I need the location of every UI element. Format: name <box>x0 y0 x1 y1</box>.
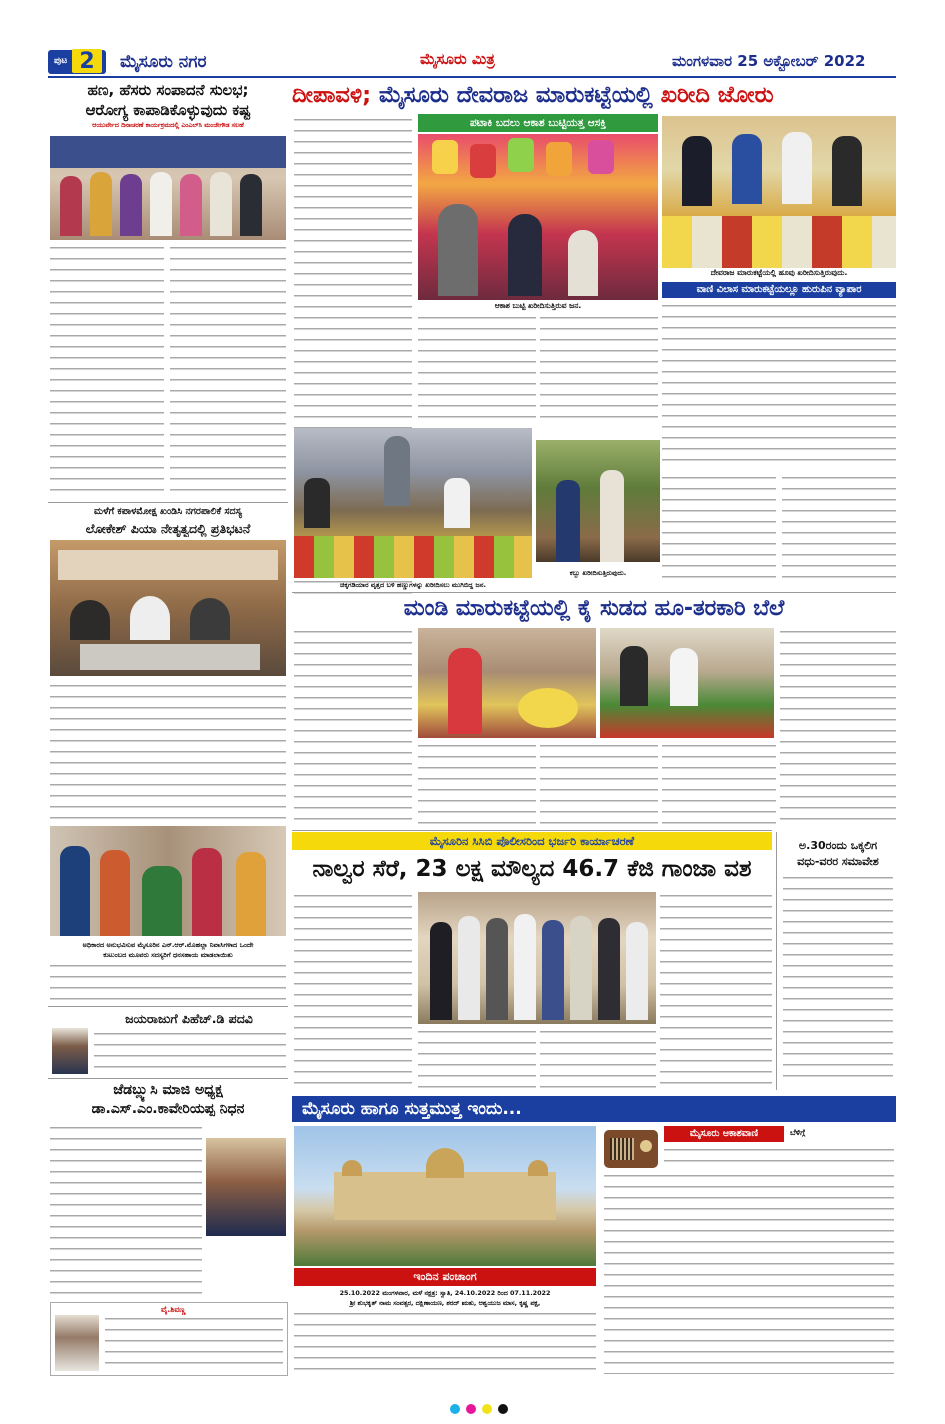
story-mandi-body-col2 <box>418 742 536 826</box>
page-number-badge <box>48 50 106 74</box>
story-deepavali-body-side <box>662 302 896 470</box>
sky-lantern-photo <box>418 134 658 300</box>
story-protest-body <box>50 682 286 822</box>
panchanga-line-2: ಶ್ರೀ ಶುಭಕೃತ್ ನಾಮ ಸಂವತ್ಸರ, ದಕ್ಷಿಣಾಯಣ, ಶರದ್ ಋತು, ಆಶ್ವಯುಜ ಮಾಸ, ಕೃಷ್ಣ ಪಕ್ಷ, <box>349 1299 541 1307</box>
story-obit-headline-2: ಡಾ.ಎಸ್.ಎಂ.ಕಾವೇರಿಯಪ್ಪ ನಿಧನ <box>91 1101 245 1117</box>
headline-part-shopping: ಖರೀದಿ ಜೋರು <box>660 82 774 108</box>
story-ganja-headline: ನಾಲ್ವರ ಸೆರೆ, 23 ಲಕ್ಷ ಮೌಲ್ಯದ 46.7 ಕೆಜಿ ಗಾಂಜಾ ವಶ <box>312 856 752 882</box>
page-number: 2 <box>72 49 102 73</box>
radio-body <box>604 1172 894 1374</box>
story-mandi-body-col3 <box>540 742 658 826</box>
story-mandi-headline: ಮಂಡಿ ಮಾರುಕಟ್ಟೆಯಲ್ಲಿ ಕೈ ಸುಡದ ಹೂ-ತರಕಾರಿ ಬೆಲೆ <box>403 596 785 621</box>
story-protest-headline-2: ಲೋಕೇಶ್ ಪಿಯಾ ನೇತೃತ್ವದಲ್ಲಿ ಪ್ರತಿಭಟನೆ <box>85 521 251 536</box>
story-ganja-body-col4 <box>660 892 772 1088</box>
story-marriage-body <box>783 874 893 1084</box>
kaveriyappa-photo <box>206 1138 286 1236</box>
headline-part-market: ಮೈಸೂರು ದೇವರಾಜ ಮಾರುಕಟ್ಟೆಯಲ್ಲಿ <box>378 82 661 108</box>
fruit-market-caption: ಚಿಕ್ಕಗಡಿಯಾರ ವೃತ್ತದ ಬಳಿ ಹಣ್ಣುಗಳನ್ನು ಖರೀದಿಸಲು ಮುಗಿಬಿದ್ದ ಜನ. <box>339 581 487 589</box>
radio-body-top <box>664 1146 894 1170</box>
story-mandi-body-col4 <box>662 742 776 826</box>
panchanga-title: ಇಂದಿನ ಪಂಚಾಂಗ <box>294 1268 596 1286</box>
story-money-headline-1: ಹಣ, ಹೆಸರು ಸಂಪಾದನೆ ಸುಲಭ; <box>87 81 249 99</box>
obit-small-body <box>105 1315 283 1373</box>
story-money-headline-2: ಆರೋಗ್ಯ ಕಾಪಾಡಿಕೊಳ್ಳುವುದು ಕಷ್ಟ <box>85 101 251 119</box>
divider <box>48 502 288 503</box>
donation-caption-2: ಕುಟುಂಬದ ಮೂವರು ಸದಸ್ಯರಿಗೆ ಧನಸಹಾಯ ಮಾಡಲಾಯಿತು <box>103 951 233 959</box>
vegetable-vendor-photo <box>600 628 774 738</box>
divider <box>292 830 772 831</box>
paper-name: ಮೈಸೂರು ಮಿತ್ರ <box>420 50 495 68</box>
story-obit-body <box>50 1124 202 1300</box>
fruit-market-photo <box>294 428 532 578</box>
story-deepavali-subhead-side: ವಾಣಿ ವಿಲಾಸ ಮಾರುಕಟ್ಟೆಯಲ್ಲೂ ಹುರುಪಿನ ವ್ಯಾಪಾರ <box>662 282 896 298</box>
masthead-rule <box>48 76 896 78</box>
donation-caption-1: ಅಧಿಕಾರದ ಅನುಭವಿಸುವ ಮೈಸೂರಿನ ಎನ್.ಆರ್.ಮೊಹಲ್ಲಾ ನಿವಾಸಿಗಳಾದ ಒಂದೇ <box>82 941 254 949</box>
sky-lantern-caption: ಆಕಾಶ ಬುಟ್ಟಿ ಖರೀದಿಸುತ್ತಿರುವ ಜನ. <box>494 301 582 310</box>
story-money-subhead: ಆಯುರ್ವೇದ ದಿನಾಚರಣೆ ಕಾರ್ಯಕ್ರಮದಲ್ಲಿ ಎಂಎಲ್‌ಸಿ ಮಂಜೇಗೌಡ ಸಲಹೆ <box>92 121 244 129</box>
ccb-police-photo <box>418 892 656 1024</box>
divider <box>48 1006 288 1007</box>
flower-market-photo <box>662 116 896 268</box>
obit-small-name: ವೈ.ಶಿವಣ್ಣ <box>161 1305 186 1314</box>
ayurveda-event-photo <box>50 136 286 240</box>
story-ganja-body-col1 <box>294 892 412 1088</box>
sugarcane-photo <box>536 440 660 562</box>
mysore-palace-photo <box>294 1126 596 1266</box>
story-deepavali-body-side-2 <box>662 474 776 586</box>
story-deepavali-headline <box>292 80 896 110</box>
story-marriage-headline-1: ಅ.30ರಂದು ಒಕ್ಕಲಿಗ <box>798 839 878 852</box>
story-obit-headline-1: ಜೆಡಬ್ಲ್ಯುಸಿ ಮಾಜಿ ಅಧ್ಯಕ್ಷ <box>113 1082 223 1098</box>
story-phd-headline: ಜಯರಾಜುಗೆ ಪಿಹೆಚ್.ಡಿ ಪದವಿ <box>125 1011 253 1026</box>
section-title: ಮೈಸೂರು ನಗರ <box>120 52 207 72</box>
registration-mark <box>466 1404 476 1414</box>
flower-market-caption: ದೇವರಾಜ ಮಾರುಕಟ್ಟೆಯಲ್ಲಿ ಹೂವು ಖರೀದಿಸುತ್ತಿರುವುದು. <box>710 268 848 277</box>
story-phd-body <box>94 1030 286 1074</box>
divider <box>48 1078 288 1079</box>
story-money-body-left <box>50 244 164 498</box>
shivanna-photo <box>55 1315 99 1371</box>
story-deepavali-subhead: ಪಟಾಕಿ ಬದಲು ಆಕಾಶ ಬುಟ್ಟಿಯತ್ತ ಆಸಕ್ತಿ <box>418 114 658 132</box>
story-deepavali-body-side-3 <box>782 474 896 586</box>
story-ganja-body-col2 <box>418 1028 536 1088</box>
today-banner: ಮೈಸೂರು ಹಾಗೂ ಸುತ್ತಮುತ್ತ ಇಂದು... <box>292 1096 896 1122</box>
donation-caption-more <box>50 962 286 1002</box>
issue-date: ಮಂಗಳವಾರ 25 ಅಕ್ಟೋಬರ್ 2022 <box>672 52 866 70</box>
story-protest-headline-1: ಮಳೆಗೆ ಕಪಾಳಮೋಕ್ಷ ಖಂಡಿಸಿ ನಗರಪಾಲಿಕೆ ಸದಸ್ಯ <box>94 506 242 517</box>
story-deepavali-body-col3 <box>540 314 658 426</box>
registration-mark <box>450 1404 460 1414</box>
story-mandi-body-col5 <box>780 628 896 826</box>
story-money-body-right <box>170 244 286 498</box>
story-mandi-body-col1 <box>294 628 412 826</box>
sugarcane-caption: ಕಬ್ಬು ಖರೀದಿಸುತ್ತಿರುವುದು. <box>569 569 627 577</box>
radio-box <box>600 1126 896 1376</box>
story-deepavali-body-col2 <box>418 314 536 426</box>
headline-part-deepavali: ದೀಪಾವಳಿ; <box>292 82 379 108</box>
panchanga-body <box>294 1310 596 1376</box>
registration-mark <box>482 1404 492 1414</box>
story-ganja-kicker: ಮೈಸೂರಿನ ಸಿಸಿಬಿ ಪೊಲೀಸರಿಂದ ಭರ್ಜರಿ ಕಾರ್ಯಾಚರಣೆ <box>292 832 772 850</box>
radio-title: ಮೈಸೂರು ಆಕಾಶವಾಣಿ <box>664 1126 784 1142</box>
story-ganja-body-col3 <box>540 1028 656 1088</box>
story-marriage-headline-2: ವಧು-ವರರ ಸಮಾವೇಶ <box>797 855 879 868</box>
radio-icon <box>604 1130 658 1168</box>
divider <box>292 592 896 593</box>
panchanga-line: 25.10.2022 ಮಂಗಳವಾರ, ಮಳೆ ನಕ್ಷತ್ರ: ಸ್ವಾತಿ, 24.10.2022 ರಿಂದ 07.11.2022 <box>339 1289 551 1297</box>
obit-small-box <box>50 1302 288 1376</box>
protest-photo <box>50 540 286 676</box>
jayaraju-photo <box>52 1028 88 1074</box>
story-marriage-box <box>776 832 897 1090</box>
story-money <box>48 80 288 131</box>
radio-lead: ಬೆಳಿಗ್ಗೆ <box>790 1128 806 1137</box>
page-label: ಪುಟ <box>54 56 68 66</box>
flower-vendor-photo <box>418 628 596 738</box>
registration-mark <box>498 1404 508 1414</box>
donation-photo <box>50 826 286 936</box>
